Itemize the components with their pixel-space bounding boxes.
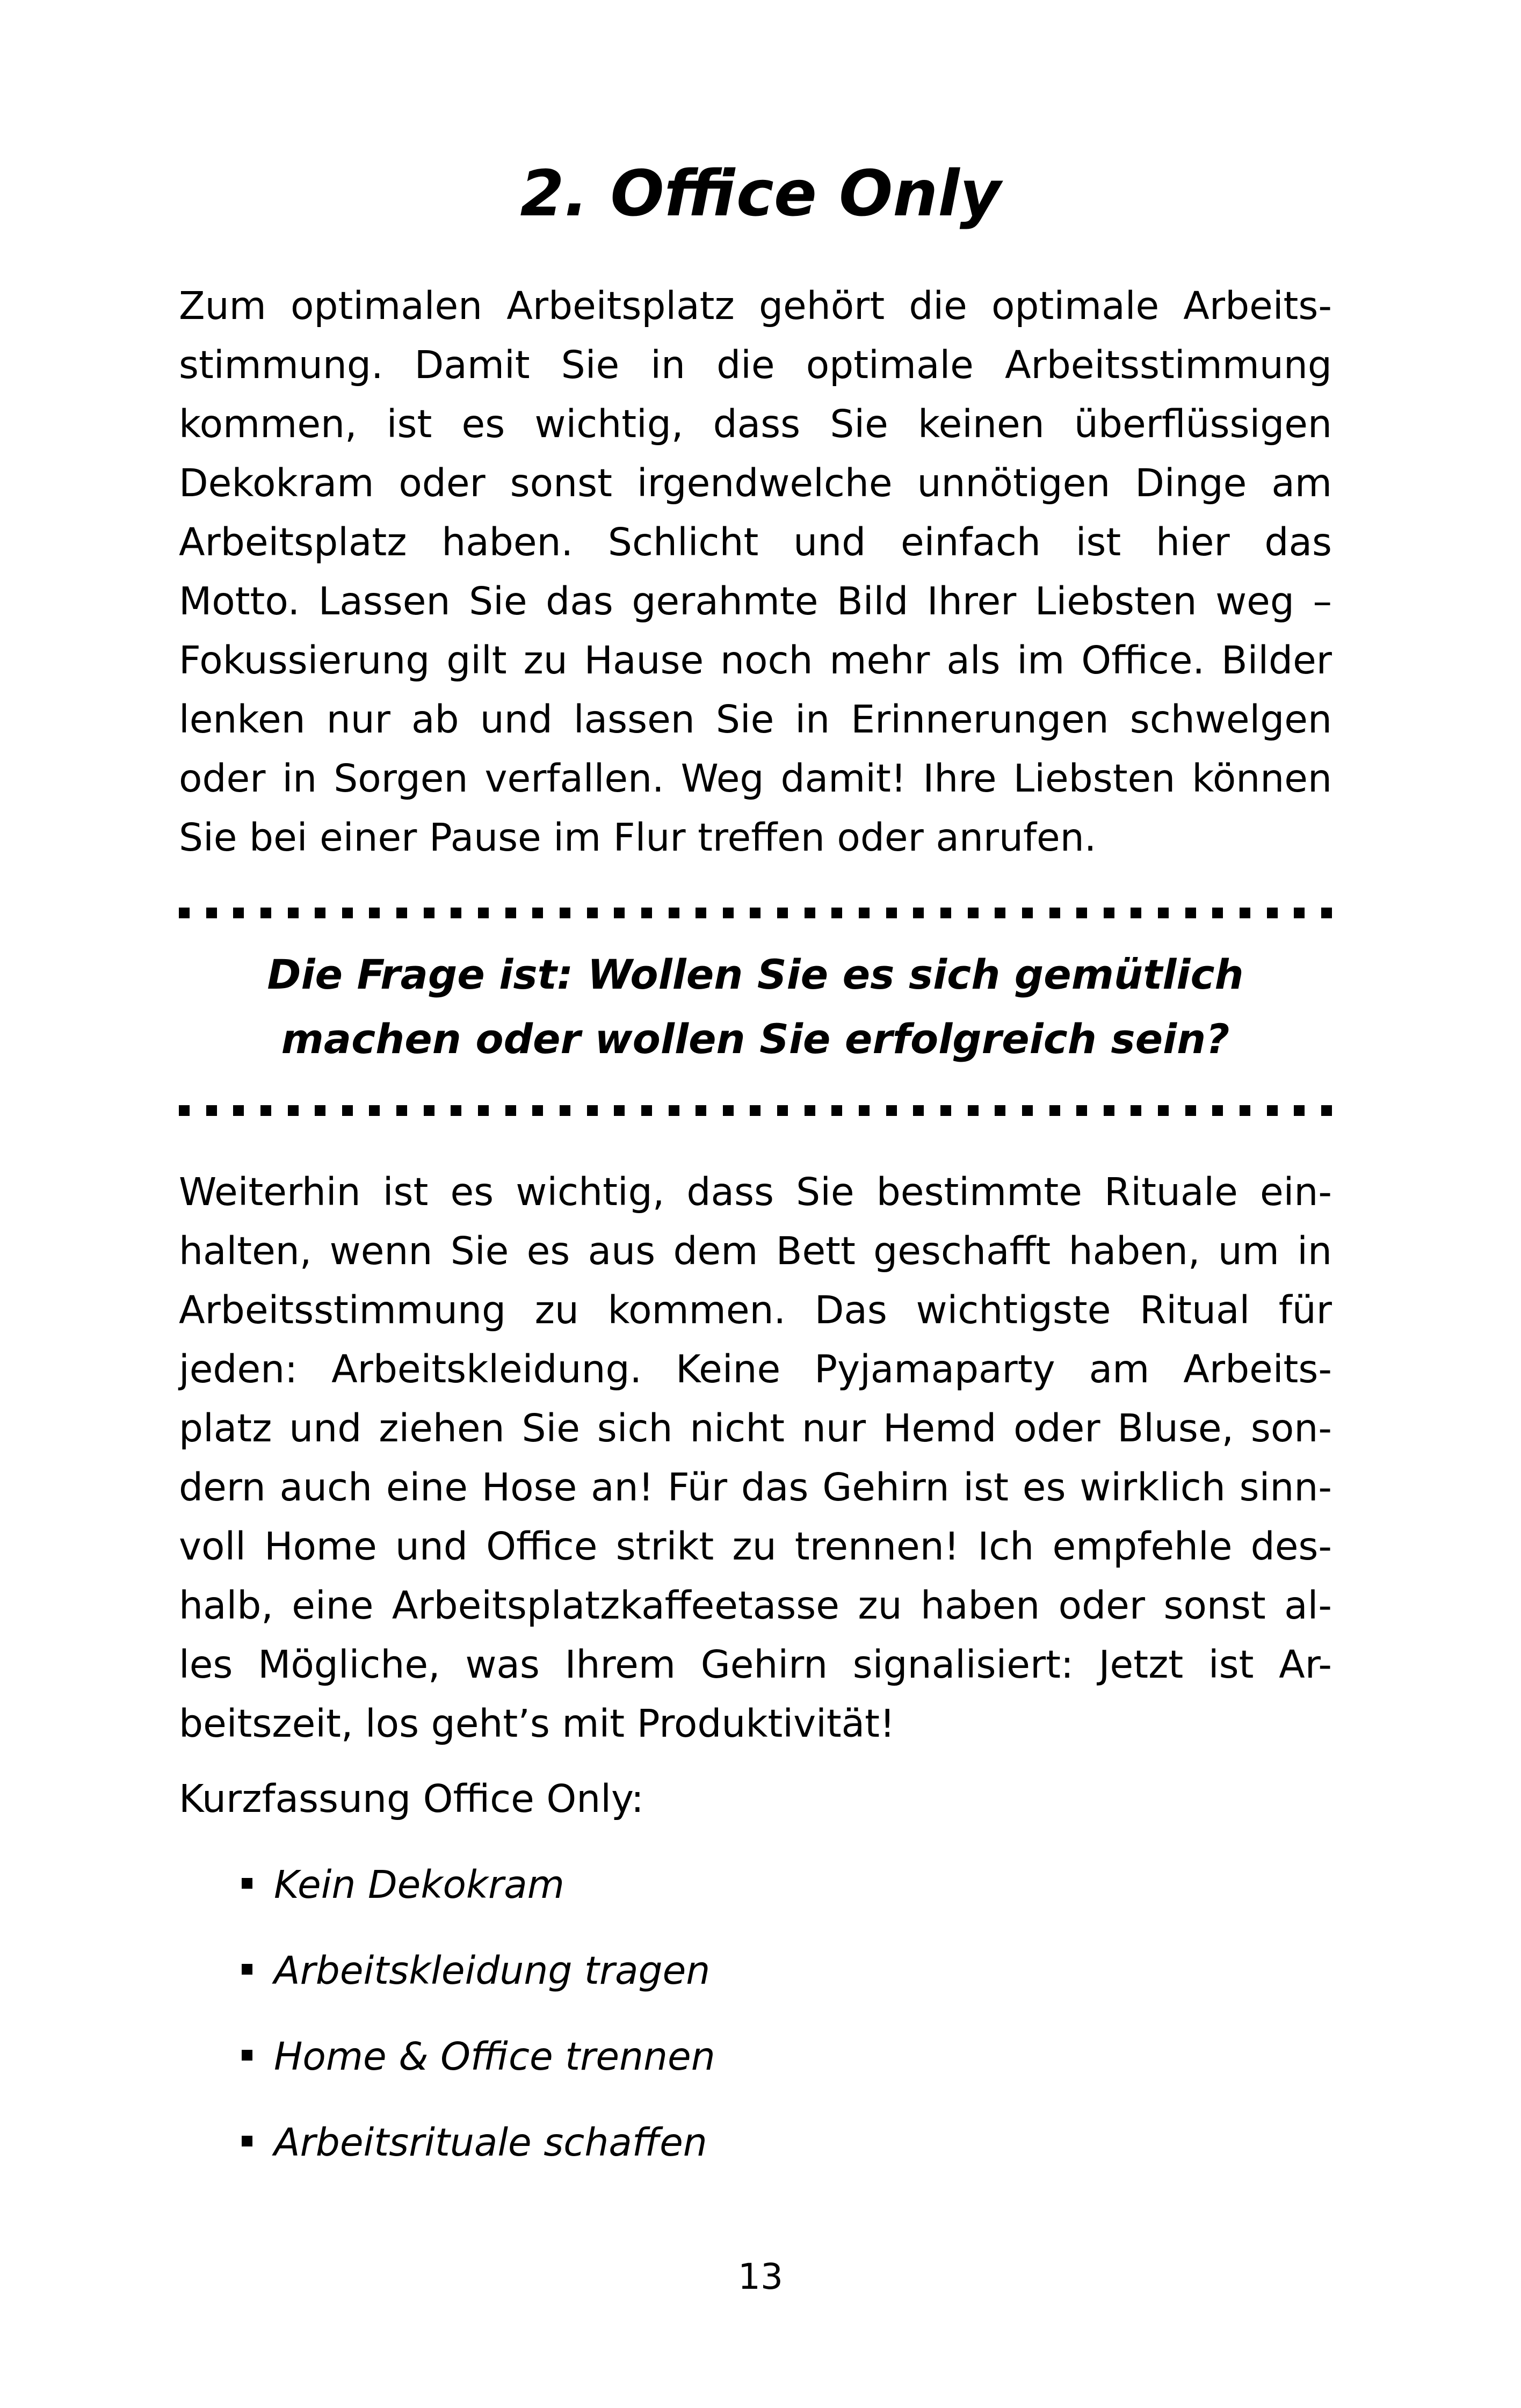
rule-dot: [831, 908, 842, 918]
paragraph-line: halb, eine Arbeitsplatzkaffeetasse zu haben oder sonst al-: [179, 1583, 1332, 1628]
rule-dot: [587, 908, 598, 918]
rule-dot: [831, 1105, 842, 1116]
paragraph-line: voll Home und Office strikt zu trennen! Ich empfehle des-: [179, 1524, 1332, 1569]
rule-dot: [777, 908, 788, 918]
rule-dot: [179, 1105, 190, 1116]
page-number: 13: [738, 2256, 783, 2297]
list-item: [242, 1941, 1208, 2027]
paragraph-line: Arbeitsplatz haben. Schlicht und einfach ist hier das: [179, 520, 1332, 564]
rule-dot: [995, 908, 1005, 918]
rule-dot: [968, 1105, 979, 1116]
rule-dot: [750, 1105, 760, 1116]
rule-dot: [396, 908, 407, 918]
rule-dot: [1104, 1105, 1114, 1116]
list-item-text: Arbeitsrituale schaffen: [274, 2120, 707, 2165]
rule-dot: [206, 1105, 217, 1116]
list-item: [242, 2113, 1208, 2199]
rule-dot: [940, 1105, 951, 1116]
rule-dot: [723, 908, 734, 918]
rule-dot: [1185, 908, 1196, 918]
rule-dot: [641, 1105, 652, 1116]
rule-dot: [886, 908, 897, 918]
rule-dot: [696, 1105, 706, 1116]
rule-dot: [1321, 908, 1332, 918]
rule-dot: [940, 908, 951, 918]
paragraph-line: dern auch eine Hose an! Für das Gehirn ist es wirklich sinn-: [179, 1465, 1332, 1510]
highlight-quote: [179, 942, 1332, 1071]
rule-dot: [696, 908, 706, 918]
rule-dot: [451, 1105, 461, 1116]
rule-dot: [1212, 1105, 1223, 1116]
list-item-text: Kein Dekokram: [274, 1862, 564, 1907]
rule-dot: [1267, 1105, 1278, 1116]
list-item-text: Home & Office trennen: [274, 2034, 715, 2079]
rule-dot: [1076, 908, 1087, 918]
rule-dot: [1076, 1105, 1087, 1116]
rule-dot: [1022, 1105, 1033, 1116]
rule-dot: [206, 908, 217, 918]
rule-dot: [315, 1105, 325, 1116]
rule-dot: [288, 908, 299, 918]
rule-dot: [1240, 1105, 1250, 1116]
paragraph-line: platz und ziehen Sie sich nicht nur Hemd oder Bluse, son-: [179, 1406, 1332, 1450]
paragraph-line: Weiterhin ist es wichtig, dass Sie bestimmte Rituale ein-: [179, 1170, 1332, 1214]
rule-dot: [1049, 1105, 1060, 1116]
rule-dot: [532, 1105, 543, 1116]
rule-dot: [179, 908, 190, 918]
rule-dot: [1158, 908, 1169, 918]
paragraph-intro: [179, 277, 1332, 867]
rule-dot: [723, 1105, 734, 1116]
rule-dot: [505, 908, 516, 918]
paragraph-line: Sie bei einer Pause im Flur treffen oder anrufen.: [179, 815, 1097, 860]
rule-dot: [260, 908, 271, 918]
list-item: [242, 2027, 1208, 2113]
paragraph-line: Zum optimalen Arbeitsplatz gehört die optimale Arbeits-: [179, 284, 1332, 328]
rule-dot: [342, 1105, 353, 1116]
rule-dot: [1321, 1105, 1332, 1116]
paragraph-line: Motto. Lassen Sie das gerahmte Bild Ihrer Liebsten weg –: [179, 579, 1332, 623]
rule-dot: [260, 1105, 271, 1116]
rule-dot: [288, 1105, 299, 1116]
rule-dot: [995, 1105, 1005, 1116]
rule-dot: [451, 908, 461, 918]
paragraph-line: beitszeit, los geht’s mit Produktivität!: [179, 1701, 895, 1746]
rule-dot: [641, 908, 652, 918]
rule-dot: [614, 1105, 625, 1116]
rule-dot: [342, 908, 353, 918]
summary-label: Kurzfassung Office Only:: [179, 1776, 644, 1821]
rule-dot: [805, 1105, 815, 1116]
rule-dot: [424, 908, 434, 918]
rule-dot: [1240, 908, 1250, 918]
paragraph-line: Fokussierung gilt zu Hause noch mehr als im Office. Bilder: [179, 638, 1332, 683]
rule-dot: [560, 1105, 570, 1116]
quote-line: machen oder wollen Sie erfolgreich sein?: [281, 1015, 1230, 1063]
rule-dot: [1294, 1105, 1305, 1116]
rule-dot: [805, 908, 815, 918]
dotted-rule-top: [179, 908, 1332, 919]
list-item: [242, 1855, 1208, 1941]
paragraph-line: kommen, ist es wichtig, dass Sie keinen überflüssigen: [179, 402, 1332, 446]
rule-dot: [478, 1105, 489, 1116]
rule-dot: [315, 908, 325, 918]
rule-dot: [1049, 908, 1060, 918]
rule-dot: [1212, 908, 1223, 918]
rule-dot: [369, 908, 380, 918]
rule-dot: [1022, 908, 1033, 918]
summary-list: [242, 1855, 1208, 2199]
rule-dot: [913, 908, 924, 918]
quote-line: Die Frage ist: Wollen Sie es sich gemütlich: [267, 951, 1244, 998]
rule-dot: [859, 1105, 870, 1116]
rule-dot: [777, 1105, 788, 1116]
chapter-heading: 2. Office Only: [520, 156, 1001, 230]
rule-dot: [1104, 908, 1114, 918]
rule-dot: [424, 1105, 434, 1116]
square-bullet-icon: [242, 2050, 252, 2061]
rule-dot: [1131, 1105, 1141, 1116]
rule-dot: [233, 908, 244, 918]
rule-dot: [532, 908, 543, 918]
rule-dot: [1294, 908, 1305, 918]
rule-dot: [913, 1105, 924, 1116]
paragraph-line: halten, wenn Sie es aus dem Bett geschafft haben, um in: [179, 1229, 1332, 1273]
paragraph-line: Arbeitsstimmung zu kommen. Das wichtigste Ritual für: [179, 1288, 1332, 1332]
rule-dot: [886, 1105, 897, 1116]
rule-dot: [968, 908, 979, 918]
rule-dot: [369, 1105, 380, 1116]
list-item-text: Arbeitskleidung tragen: [274, 1948, 711, 1993]
paragraph-line: stimmung. Damit Sie in die optimale Arbeitsstimmung: [179, 343, 1332, 387]
rule-dot: [669, 1105, 679, 1116]
square-bullet-icon: [242, 2136, 252, 2146]
paragraph-rituals: [179, 1163, 1332, 1753]
rule-dot: [560, 908, 570, 918]
rule-dot: [1185, 1105, 1196, 1116]
paragraph-line: les Mögliche, was Ihrem Gehirn signalisiert: Jetzt ist Ar-: [179, 1642, 1332, 1687]
paragraph-line: oder in Sorgen verfallen. Weg damit! Ihre Liebsten können: [179, 756, 1332, 801]
paragraph-line: jeden: Arbeitskleidung. Keine Pyjamaparty am Arbeits-: [179, 1347, 1332, 1391]
rule-dot: [614, 908, 625, 918]
paragraph-line: lenken nur ab und lassen Sie in Erinnerungen schwelgen: [179, 697, 1332, 742]
rule-dot: [669, 908, 679, 918]
rule-dot: [396, 1105, 407, 1116]
rule-dot: [1267, 908, 1278, 918]
square-bullet-icon: [242, 1964, 252, 1975]
rule-dot: [859, 908, 870, 918]
rule-dot: [478, 908, 489, 918]
rule-dot: [587, 1105, 598, 1116]
rule-dot: [750, 908, 760, 918]
paragraph-line: Dekokram oder sonst irgendwelche unnötigen Dinge am: [179, 461, 1332, 505]
rule-dot: [505, 1105, 516, 1116]
square-bullet-icon: [242, 1878, 252, 1889]
rule-dot: [1131, 908, 1141, 918]
rule-dot: [233, 1105, 244, 1116]
rule-dot: [1158, 1105, 1169, 1116]
dotted-rule-bottom: [179, 1105, 1332, 1117]
